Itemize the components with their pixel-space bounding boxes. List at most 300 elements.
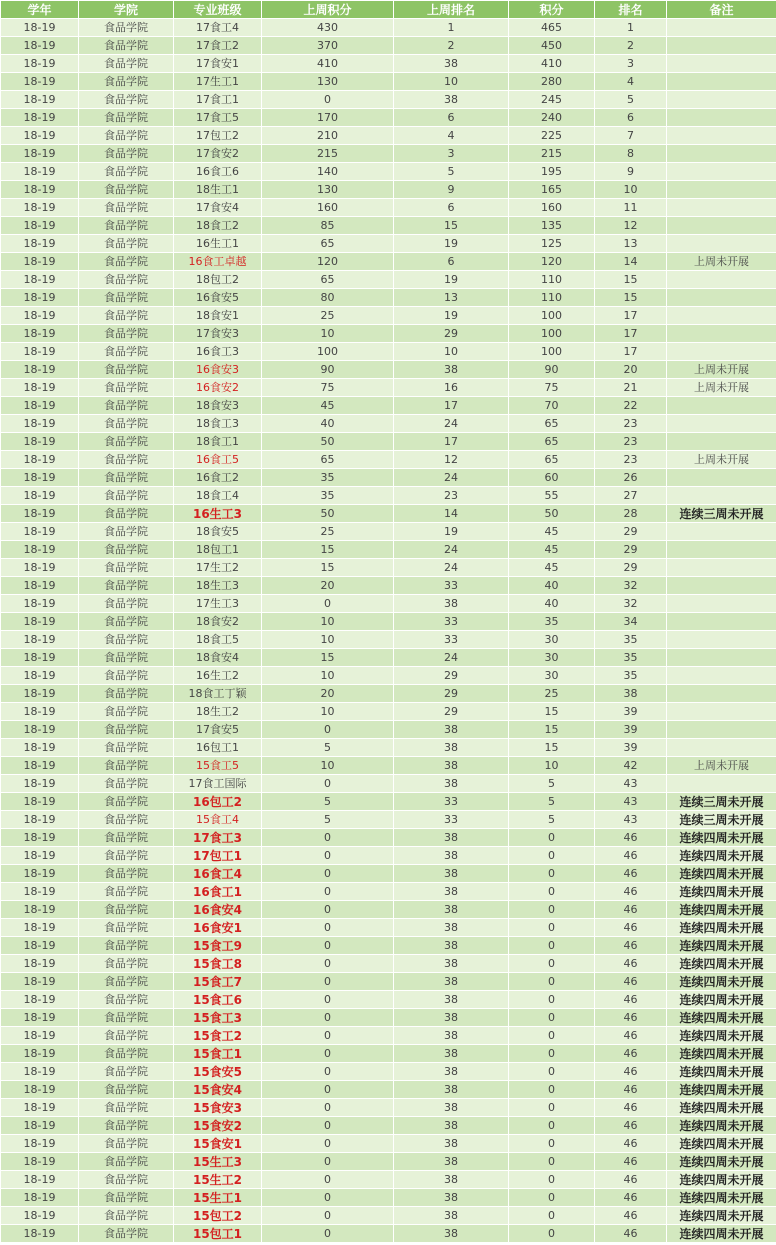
cell-class: 18食安2: [174, 613, 262, 631]
cell-class: 16包工2: [174, 793, 262, 811]
cell-year: 18-19: [1, 1081, 79, 1099]
table-row: [1, 253, 776, 271]
cell-college: 食品学院: [79, 19, 174, 37]
cell-rank: 10: [595, 181, 667, 199]
cell-class: 15食工6: [174, 991, 262, 1009]
cell-last-score: 0: [262, 1171, 394, 1189]
cell-year: 18-19: [1, 613, 79, 631]
cell-college: 食品学院: [79, 127, 174, 145]
cell-class: 15包工1: [174, 1225, 262, 1243]
table-row: [1, 361, 776, 379]
cell-note: 连续四周未开展: [667, 901, 776, 919]
cell-year: 18-19: [1, 991, 79, 1009]
header-row: [1, 1, 776, 19]
table-row: [1, 775, 776, 793]
cell-last-rank: 19: [394, 271, 509, 289]
cell-rank: 21: [595, 379, 667, 397]
cell-college: 食品学院: [79, 667, 174, 685]
cell-note: 连续四周未开展: [667, 847, 776, 865]
cell-rank: 15: [595, 289, 667, 307]
cell-rank: 29: [595, 523, 667, 541]
cell-note: 连续四周未开展: [667, 1153, 776, 1171]
table-row: [1, 55, 776, 73]
cell-score: 45: [509, 559, 595, 577]
cell-score: 30: [509, 631, 595, 649]
cell-last-rank: 38: [394, 955, 509, 973]
cell-college: 食品学院: [79, 1009, 174, 1027]
cell-last-rank: 24: [394, 415, 509, 433]
cell-note: [667, 721, 776, 739]
cell-year: 18-19: [1, 163, 79, 181]
cell-class: 15食安4: [174, 1081, 262, 1099]
cell-score: 110: [509, 289, 595, 307]
cell-last-score: 0: [262, 1027, 394, 1045]
table-row: [1, 469, 776, 487]
cell-year: 18-19: [1, 1009, 79, 1027]
cell-note: 连续四周未开展: [667, 991, 776, 1009]
cell-last-rank: 38: [394, 1171, 509, 1189]
cell-rank: 46: [595, 829, 667, 847]
table-row: [1, 127, 776, 145]
cell-score: 0: [509, 901, 595, 919]
cell-last-score: 130: [262, 73, 394, 91]
cell-note: [667, 415, 776, 433]
cell-score: 195: [509, 163, 595, 181]
cell-college: 食品学院: [79, 91, 174, 109]
cell-college: 食品学院: [79, 307, 174, 325]
cell-last-score: 170: [262, 109, 394, 127]
table-row: [1, 865, 776, 883]
cell-note: [667, 127, 776, 145]
cell-rank: 46: [595, 1081, 667, 1099]
cell-last-score: 0: [262, 1081, 394, 1099]
table-row: [1, 523, 776, 541]
cell-rank: 32: [595, 577, 667, 595]
cell-score: 0: [509, 1027, 595, 1045]
cell-last-score: 430: [262, 19, 394, 37]
cell-score: 120: [509, 253, 595, 271]
cell-score: 65: [509, 433, 595, 451]
table-row: [1, 649, 776, 667]
cell-score: 0: [509, 883, 595, 901]
cell-score: 0: [509, 1135, 595, 1153]
cell-college: 食品学院: [79, 1045, 174, 1063]
table-row: [1, 595, 776, 613]
cell-rank: 46: [595, 901, 667, 919]
cell-class: 16食工2: [174, 469, 262, 487]
cell-note: 连续四周未开展: [667, 1171, 776, 1189]
cell-note: [667, 397, 776, 415]
cell-college: 食品学院: [79, 361, 174, 379]
cell-last-rank: 38: [394, 1207, 509, 1225]
cell-last-score: 130: [262, 181, 394, 199]
cell-rank: 3: [595, 55, 667, 73]
cell-year: 18-19: [1, 397, 79, 415]
cell-last-score: 0: [262, 1117, 394, 1135]
header-score: 积分: [509, 1, 595, 19]
cell-class: 17生工3: [174, 595, 262, 613]
cell-college: 食品学院: [79, 181, 174, 199]
cell-score: 5: [509, 793, 595, 811]
cell-year: 18-19: [1, 793, 79, 811]
cell-last-score: 0: [262, 991, 394, 1009]
cell-rank: 46: [595, 847, 667, 865]
cell-college: 食品学院: [79, 703, 174, 721]
header-class: 专业班级: [174, 1, 262, 19]
cell-rank: 46: [595, 1135, 667, 1153]
cell-class: 16食工4: [174, 865, 262, 883]
cell-last-score: 5: [262, 793, 394, 811]
cell-score: 15: [509, 721, 595, 739]
cell-note: 连续三周未开展: [667, 505, 776, 523]
cell-score: 5: [509, 811, 595, 829]
cell-class: 18包工2: [174, 271, 262, 289]
cell-college: 食品学院: [79, 1207, 174, 1225]
cell-note: [667, 433, 776, 451]
cell-class: 16食工5: [174, 451, 262, 469]
cell-last-rank: 38: [394, 1063, 509, 1081]
cell-last-rank: 38: [394, 829, 509, 847]
cell-last-score: 10: [262, 757, 394, 775]
cell-last-score: 80: [262, 289, 394, 307]
cell-class: 17食安2: [174, 145, 262, 163]
cell-college: 食品学院: [79, 163, 174, 181]
cell-year: 18-19: [1, 307, 79, 325]
cell-college: 食品学院: [79, 487, 174, 505]
cell-rank: 46: [595, 1045, 667, 1063]
cell-class: 16食工卓越: [174, 253, 262, 271]
cell-class: 18生工3: [174, 577, 262, 595]
cell-year: 18-19: [1, 109, 79, 127]
cell-year: 18-19: [1, 1117, 79, 1135]
cell-last-score: 160: [262, 199, 394, 217]
cell-score: 5: [509, 775, 595, 793]
cell-last-rank: 19: [394, 235, 509, 253]
cell-rank: 35: [595, 649, 667, 667]
cell-class: 18生工2: [174, 703, 262, 721]
cell-score: 35: [509, 613, 595, 631]
cell-last-score: 215: [262, 145, 394, 163]
cell-class: 16食工3: [174, 343, 262, 361]
cell-class: 16食安5: [174, 289, 262, 307]
cell-last-score: 15: [262, 649, 394, 667]
cell-year: 18-19: [1, 37, 79, 55]
cell-score: 0: [509, 919, 595, 937]
cell-score: 280: [509, 73, 595, 91]
cell-college: 食品学院: [79, 109, 174, 127]
cell-last-rank: 38: [394, 919, 509, 937]
table-row: [1, 1063, 776, 1081]
cell-last-rank: 38: [394, 1081, 509, 1099]
cell-rank: 26: [595, 469, 667, 487]
cell-rank: 5: [595, 91, 667, 109]
cell-year: 18-19: [1, 523, 79, 541]
cell-last-rank: 17: [394, 397, 509, 415]
cell-rank: 1: [595, 19, 667, 37]
cell-score: 0: [509, 1117, 595, 1135]
cell-college: 食品学院: [79, 991, 174, 1009]
cell-year: 18-19: [1, 1171, 79, 1189]
cell-college: 食品学院: [79, 145, 174, 163]
cell-college: 食品学院: [79, 199, 174, 217]
cell-last-rank: 38: [394, 865, 509, 883]
cell-rank: 28: [595, 505, 667, 523]
cell-rank: 39: [595, 739, 667, 757]
table-row: [1, 397, 776, 415]
cell-last-rank: 1: [394, 19, 509, 37]
cell-class: 15食工2: [174, 1027, 262, 1045]
cell-note: [667, 487, 776, 505]
cell-class: 17生工2: [174, 559, 262, 577]
cell-last-rank: 38: [394, 973, 509, 991]
cell-rank: 27: [595, 487, 667, 505]
cell-rank: 8: [595, 145, 667, 163]
cell-last-rank: 24: [394, 559, 509, 577]
cell-college: 食品学院: [79, 919, 174, 937]
table-row: [1, 325, 776, 343]
cell-year: 18-19: [1, 919, 79, 937]
cell-note: 连续四周未开展: [667, 973, 776, 991]
table-row: [1, 181, 776, 199]
cell-last-score: 10: [262, 325, 394, 343]
cell-year: 18-19: [1, 865, 79, 883]
cell-last-rank: 2: [394, 37, 509, 55]
cell-year: 18-19: [1, 685, 79, 703]
table-row: [1, 1027, 776, 1045]
cell-rank: 43: [595, 793, 667, 811]
cell-note: [667, 541, 776, 559]
cell-note: 连续四周未开展: [667, 955, 776, 973]
table-row: [1, 505, 776, 523]
cell-last-score: 0: [262, 1189, 394, 1207]
cell-note: [667, 649, 776, 667]
cell-class: 17食安5: [174, 721, 262, 739]
cell-last-rank: 29: [394, 703, 509, 721]
table-row: [1, 415, 776, 433]
table-row: [1, 919, 776, 937]
cell-last-score: 0: [262, 847, 394, 865]
cell-class: 18包工1: [174, 541, 262, 559]
cell-year: 18-19: [1, 1063, 79, 1081]
table-row: [1, 631, 776, 649]
cell-class: 16包工1: [174, 739, 262, 757]
cell-score: 25: [509, 685, 595, 703]
cell-year: 18-19: [1, 325, 79, 343]
cell-score: 40: [509, 577, 595, 595]
cell-rank: 23: [595, 415, 667, 433]
cell-year: 18-19: [1, 1099, 79, 1117]
cell-class: 16食工6: [174, 163, 262, 181]
cell-note: 连续四周未开展: [667, 1225, 776, 1243]
cell-college: 食品学院: [79, 865, 174, 883]
cell-year: 18-19: [1, 1153, 79, 1171]
cell-last-score: 15: [262, 541, 394, 559]
cell-year: 18-19: [1, 91, 79, 109]
cell-rank: 46: [595, 1027, 667, 1045]
cell-last-rank: 15: [394, 217, 509, 235]
cell-last-rank: 12: [394, 451, 509, 469]
cell-rank: 39: [595, 721, 667, 739]
cell-class: 18食工丁颖: [174, 685, 262, 703]
cell-last-rank: 33: [394, 631, 509, 649]
cell-rank: 23: [595, 451, 667, 469]
cell-college: 食品学院: [79, 1189, 174, 1207]
table-row: [1, 37, 776, 55]
cell-note: 连续四周未开展: [667, 1063, 776, 1081]
cell-year: 18-19: [1, 811, 79, 829]
cell-score: 30: [509, 667, 595, 685]
cell-rank: 46: [595, 1153, 667, 1171]
cell-note: [667, 631, 776, 649]
cell-class: 17食工2: [174, 37, 262, 55]
cell-rank: 4: [595, 73, 667, 91]
cell-score: 45: [509, 541, 595, 559]
cell-class: 17食安4: [174, 199, 262, 217]
cell-year: 18-19: [1, 73, 79, 91]
cell-note: [667, 325, 776, 343]
cell-last-rank: 38: [394, 883, 509, 901]
cell-class: 17生工1: [174, 73, 262, 91]
table-row: [1, 1135, 776, 1153]
cell-class: 18生工1: [174, 181, 262, 199]
cell-note: [667, 613, 776, 631]
cell-note: 上周未开展: [667, 361, 776, 379]
cell-college: 食品学院: [79, 541, 174, 559]
cell-rank: 29: [595, 541, 667, 559]
cell-note: 连续四周未开展: [667, 1117, 776, 1135]
cell-college: 食品学院: [79, 1225, 174, 1243]
cell-college: 食品学院: [79, 55, 174, 73]
table-row: [1, 1045, 776, 1063]
cell-year: 18-19: [1, 901, 79, 919]
cell-note: [667, 289, 776, 307]
cell-year: 18-19: [1, 1189, 79, 1207]
cell-note: 连续四周未开展: [667, 883, 776, 901]
cell-note: [667, 73, 776, 91]
cell-score: 65: [509, 451, 595, 469]
cell-class: 17食安3: [174, 325, 262, 343]
cell-last-rank: 38: [394, 91, 509, 109]
cell-year: 18-19: [1, 505, 79, 523]
table-body: [1, 19, 776, 1243]
cell-note: [667, 775, 776, 793]
cell-college: 食品学院: [79, 1171, 174, 1189]
cell-note: [667, 91, 776, 109]
cell-last-score: 10: [262, 631, 394, 649]
cell-last-rank: 17: [394, 433, 509, 451]
cell-rank: 29: [595, 559, 667, 577]
cell-college: 食品学院: [79, 505, 174, 523]
cell-college: 食品学院: [79, 271, 174, 289]
cell-last-rank: 33: [394, 577, 509, 595]
cell-year: 18-19: [1, 55, 79, 73]
table-row: [1, 667, 776, 685]
cell-note: [667, 217, 776, 235]
table-row: [1, 217, 776, 235]
cell-college: 食品学院: [79, 847, 174, 865]
table-row: [1, 1189, 776, 1207]
cell-last-score: 75: [262, 379, 394, 397]
cell-class: 18食工4: [174, 487, 262, 505]
cell-college: 食品学院: [79, 451, 174, 469]
table-row: [1, 145, 776, 163]
cell-class: 18食工3: [174, 415, 262, 433]
cell-college: 食品学院: [79, 1099, 174, 1117]
cell-year: 18-19: [1, 631, 79, 649]
header-rank: 排名: [595, 1, 667, 19]
cell-college: 食品学院: [79, 685, 174, 703]
cell-last-rank: 38: [394, 721, 509, 739]
cell-year: 18-19: [1, 379, 79, 397]
cell-college: 食品学院: [79, 397, 174, 415]
cell-rank: 35: [595, 631, 667, 649]
cell-note: [667, 577, 776, 595]
cell-college: 食品学院: [79, 1135, 174, 1153]
cell-college: 食品学院: [79, 325, 174, 343]
cell-last-rank: 38: [394, 1027, 509, 1045]
cell-last-score: 35: [262, 487, 394, 505]
cell-last-score: 0: [262, 955, 394, 973]
table-row: [1, 901, 776, 919]
cell-last-score: 0: [262, 1225, 394, 1243]
cell-last-rank: 33: [394, 811, 509, 829]
cell-year: 18-19: [1, 1225, 79, 1243]
cell-college: 食品学院: [79, 811, 174, 829]
cell-last-rank: 24: [394, 649, 509, 667]
cell-note: [667, 109, 776, 127]
cell-note: 连续三周未开展: [667, 793, 776, 811]
cell-last-rank: 38: [394, 991, 509, 1009]
cell-class: 18食安3: [174, 397, 262, 415]
cell-score: 0: [509, 937, 595, 955]
cell-note: [667, 163, 776, 181]
cell-last-score: 0: [262, 937, 394, 955]
cell-rank: 43: [595, 775, 667, 793]
cell-college: 食品学院: [79, 1117, 174, 1135]
cell-year: 18-19: [1, 1135, 79, 1153]
cell-score: 70: [509, 397, 595, 415]
cell-score: 0: [509, 991, 595, 1009]
table-row: [1, 703, 776, 721]
cell-college: 食品学院: [79, 937, 174, 955]
cell-score: 30: [509, 649, 595, 667]
table-row: [1, 829, 776, 847]
cell-year: 18-19: [1, 757, 79, 775]
cell-college: 食品学院: [79, 721, 174, 739]
cell-last-rank: 14: [394, 505, 509, 523]
cell-last-rank: 38: [394, 1099, 509, 1117]
cell-rank: 2: [595, 37, 667, 55]
cell-rank: 46: [595, 865, 667, 883]
cell-last-rank: 38: [394, 1189, 509, 1207]
cell-note: [667, 307, 776, 325]
table-row: [1, 1009, 776, 1027]
cell-note: 连续四周未开展: [667, 1189, 776, 1207]
cell-last-rank: 23: [394, 487, 509, 505]
cell-year: 18-19: [1, 703, 79, 721]
cell-score: 135: [509, 217, 595, 235]
cell-last-score: 0: [262, 1045, 394, 1063]
cell-last-rank: 38: [394, 901, 509, 919]
cell-rank: 32: [595, 595, 667, 613]
cell-note: [667, 739, 776, 757]
cell-last-score: 0: [262, 973, 394, 991]
table-row: [1, 937, 776, 955]
cell-score: 40: [509, 595, 595, 613]
cell-note: 连续四周未开展: [667, 829, 776, 847]
cell-college: 食品学院: [79, 289, 174, 307]
cell-rank: 12: [595, 217, 667, 235]
